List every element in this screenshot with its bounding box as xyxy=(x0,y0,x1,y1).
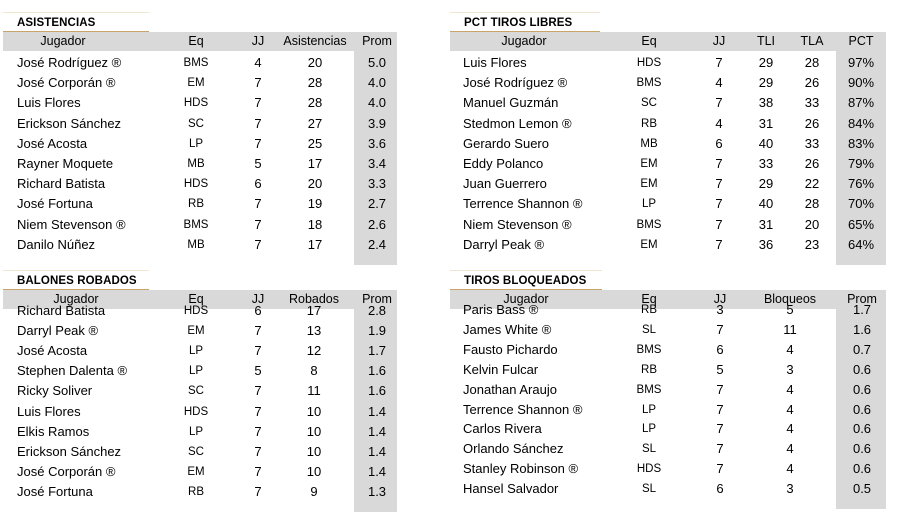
column-header: TLA xyxy=(800,34,824,48)
team-code: RB xyxy=(641,304,657,316)
stat-value: 4 xyxy=(786,441,794,457)
table-row xyxy=(450,439,886,459)
stat-value: 7 xyxy=(716,441,724,457)
stat-value: 7 xyxy=(715,176,723,192)
team-code: HDS xyxy=(636,463,662,476)
stat-value: 33 xyxy=(758,156,774,171)
stat-value: 31 xyxy=(758,115,774,131)
table-tiros-bloqueados xyxy=(450,270,886,511)
player-name: Paris Bass ® xyxy=(463,302,539,317)
player-name: Carlos Rivera xyxy=(463,421,542,437)
stat-value: 4 xyxy=(786,421,794,437)
stat-value: 13 xyxy=(306,323,322,339)
stat-value: 33 xyxy=(804,95,820,111)
table-row xyxy=(3,235,397,255)
player-name: José Acosta xyxy=(17,135,88,151)
player-name: Gerardo Suero xyxy=(463,135,549,151)
table-header xyxy=(3,32,397,51)
stat-value: 26 xyxy=(804,156,820,171)
stat-value: 7 xyxy=(716,381,724,397)
team-code: RB xyxy=(188,485,204,498)
column-header: Jugador xyxy=(503,292,549,306)
player-name: Luis Flores xyxy=(17,403,81,419)
player-name: Luis Flores xyxy=(463,55,527,70)
team-code: EM xyxy=(640,238,658,251)
stat-value: 20 xyxy=(307,55,323,70)
player-name: José Fortuna xyxy=(17,196,93,212)
team-code: HDS xyxy=(183,97,209,110)
stat-value: 26 xyxy=(804,115,820,131)
player-name: José Corporán ® xyxy=(17,463,116,479)
stat-value: 4 xyxy=(715,75,723,91)
stat-value: 7 xyxy=(254,75,262,91)
stat-value: 97% xyxy=(847,55,875,70)
table-row xyxy=(3,301,397,321)
table-title: PCT TIROS LIBRES xyxy=(450,12,600,32)
team-code: MB xyxy=(187,158,205,170)
table-row xyxy=(3,341,397,361)
stat-value: 5 xyxy=(786,302,794,317)
table-row xyxy=(450,235,886,255)
stat-value: 0.6 xyxy=(852,401,872,417)
player-name: Terrence Shannon ® xyxy=(463,196,583,212)
stat-value: 7 xyxy=(715,55,723,70)
stat-value: 4 xyxy=(715,115,723,131)
team-code: SC xyxy=(188,117,204,130)
team-code: LP xyxy=(641,198,657,211)
stat-value: 1.4 xyxy=(367,443,387,459)
column-header: Eq xyxy=(188,292,204,306)
stat-value: 4 xyxy=(786,341,794,357)
stat-value: 22 xyxy=(804,176,820,192)
stat-value: 6 xyxy=(715,135,723,151)
stat-value: 12 xyxy=(306,343,322,359)
stat-value: 1.6 xyxy=(852,321,872,337)
stat-value: 29 xyxy=(758,75,774,91)
stat-value: 17 xyxy=(306,303,322,318)
stat-value: 7 xyxy=(716,321,724,337)
team-code: BMS xyxy=(183,57,209,69)
table-row xyxy=(450,73,886,93)
column-header: Prom xyxy=(362,292,392,306)
stat-value: 1.7 xyxy=(367,343,387,359)
column-header: Prom xyxy=(847,292,877,306)
stat-value: 1.4 xyxy=(367,403,387,419)
team-code: SC xyxy=(188,445,204,458)
stat-value: 6 xyxy=(716,341,724,357)
table-row xyxy=(3,321,397,341)
table-row xyxy=(3,402,397,422)
table-row xyxy=(3,154,397,174)
team-code: HDS xyxy=(636,57,662,69)
stat-value: 19 xyxy=(307,196,323,212)
column-header: JJ xyxy=(251,292,265,306)
stat-value: 7 xyxy=(254,323,262,339)
player-name: Niem Stevenson ® xyxy=(463,216,572,232)
stat-value: 38 xyxy=(758,95,774,111)
stat-value: 7 xyxy=(254,443,262,459)
stat-value: 28 xyxy=(804,55,820,70)
stat-value: 3.9 xyxy=(367,115,387,131)
stat-value: 33 xyxy=(804,135,820,151)
stat-value: 90% xyxy=(847,75,875,91)
stat-value: 5 xyxy=(254,363,262,379)
table-row xyxy=(450,154,886,174)
stat-value: 20 xyxy=(804,216,820,232)
column-header: Eq xyxy=(641,292,657,306)
stat-value: 11 xyxy=(783,321,797,337)
team-code: BMS xyxy=(183,218,209,231)
table-row xyxy=(3,53,397,73)
column-header: TLI xyxy=(756,34,776,48)
stat-value: 23 xyxy=(804,236,820,252)
table-row xyxy=(450,93,886,113)
stat-value: 40 xyxy=(758,135,774,151)
column-header: Jugador xyxy=(501,34,547,48)
team-code: BMS xyxy=(636,77,662,90)
stat-value: 1.6 xyxy=(367,363,387,379)
column-header: Eq xyxy=(641,34,657,48)
player-name: Niem Stevenson ® xyxy=(17,216,126,232)
stat-value: 0.6 xyxy=(852,441,872,457)
player-name: Luis Flores xyxy=(17,95,81,111)
stat-value: 11 xyxy=(307,383,321,399)
player-name: Fausto Pichardo xyxy=(463,341,558,357)
stat-value: 0.6 xyxy=(852,461,872,477)
stat-value: 3 xyxy=(716,302,724,317)
player-name: Richard Batista xyxy=(17,303,106,318)
stat-value: 26 xyxy=(804,75,820,91)
stat-value: 7 xyxy=(254,343,262,359)
table-row xyxy=(450,174,886,194)
player-name: Darryl Peak ® xyxy=(17,323,99,339)
player-name: Terrence Shannon ® xyxy=(463,401,583,417)
table-asistencias xyxy=(3,12,397,267)
stat-value: 0.6 xyxy=(852,361,872,377)
table-row xyxy=(450,134,886,154)
stat-value: 7 xyxy=(254,135,262,151)
stat-value: 28 xyxy=(307,75,323,91)
table-row xyxy=(450,459,886,479)
player-name: Danilo Núñez xyxy=(17,236,96,252)
stat-value: 3 xyxy=(786,481,794,497)
stat-value: 20 xyxy=(307,176,323,192)
stat-value: 5 xyxy=(254,156,262,171)
team-code: LP xyxy=(641,423,657,436)
table-row xyxy=(450,53,886,73)
stat-value: 7 xyxy=(254,196,262,212)
table-row xyxy=(3,73,397,93)
team-code: LP xyxy=(188,365,204,378)
stat-value: 7 xyxy=(254,383,262,399)
stat-value: 7 xyxy=(715,236,723,252)
table-row xyxy=(3,422,397,442)
team-code: EM xyxy=(187,77,205,90)
team-code: LP xyxy=(188,345,204,358)
stat-value: 27 xyxy=(307,115,323,131)
stat-value: 18 xyxy=(307,216,323,232)
stat-value: 1.6 xyxy=(367,383,387,399)
team-code: EM xyxy=(640,158,658,170)
player-name: Orlando Sánchez xyxy=(463,441,564,457)
stat-value: 10 xyxy=(306,403,322,419)
table-row xyxy=(3,361,397,381)
stat-value: 6 xyxy=(254,176,262,192)
stat-value: 7 xyxy=(716,401,724,417)
player-name: Elkis Ramos xyxy=(17,423,90,439)
stat-value: 25 xyxy=(307,135,323,151)
table-row xyxy=(3,93,397,113)
column-header: PCT xyxy=(848,34,874,48)
stat-value: 7 xyxy=(715,216,723,232)
table-row xyxy=(3,462,397,482)
table-row xyxy=(450,215,886,235)
column-header: JJ xyxy=(713,292,727,306)
team-code: LP xyxy=(188,137,204,150)
team-code: LP xyxy=(641,403,657,416)
stat-value: 6 xyxy=(716,481,724,497)
stat-value: 7 xyxy=(254,423,262,439)
stat-value: 76% xyxy=(847,176,875,192)
table-row xyxy=(450,320,886,340)
stat-value: 7 xyxy=(254,115,262,131)
stat-value: 1.9 xyxy=(367,323,387,339)
stat-value: 9 xyxy=(310,483,318,499)
player-name: Eddy Polanco xyxy=(463,156,544,171)
team-code: HDS xyxy=(183,178,209,191)
stat-value: 7 xyxy=(716,421,724,437)
table-row xyxy=(3,114,397,134)
table-tiros-libres xyxy=(450,12,886,267)
stat-value: 7 xyxy=(254,216,262,232)
table-row xyxy=(450,400,886,420)
stat-value: 28 xyxy=(307,95,323,111)
player-name: Stephen Dalenta ® xyxy=(17,363,128,379)
stat-value: 7 xyxy=(254,403,262,419)
player-name: Rayner Moquete xyxy=(17,156,114,171)
stat-value: 5 xyxy=(716,361,724,377)
stat-value: 7 xyxy=(715,196,723,212)
column-header: Bloqueos xyxy=(763,292,817,306)
player-name: José Fortuna xyxy=(17,483,93,499)
stat-value: 3.3 xyxy=(367,176,387,192)
team-code: BMS xyxy=(636,218,662,231)
table-row xyxy=(450,380,886,400)
table-row xyxy=(450,194,886,214)
team-code: SC xyxy=(188,385,204,398)
stat-value: 1.4 xyxy=(367,463,387,479)
stat-value: 2.6 xyxy=(367,216,387,232)
team-code: BMS xyxy=(636,383,662,396)
stat-value: 7 xyxy=(715,95,723,111)
stat-value: 2.7 xyxy=(367,196,387,212)
stat-value: 83% xyxy=(847,135,875,151)
stat-value: 4.0 xyxy=(367,95,387,111)
table-row xyxy=(3,215,397,235)
table-row xyxy=(450,479,886,499)
stat-value: 3 xyxy=(786,361,794,377)
team-code: HDS xyxy=(183,305,209,317)
stat-value: 0.5 xyxy=(852,481,872,497)
column-header: JJ xyxy=(712,34,726,48)
table-title: BALONES ROBADOS xyxy=(3,270,149,290)
column-header: Eq xyxy=(188,34,204,48)
stat-value: 3.4 xyxy=(367,156,387,171)
stat-value: 0.6 xyxy=(852,421,872,437)
table-row xyxy=(450,360,886,380)
column-header: JJ xyxy=(251,34,265,48)
player-name: Darryl Peak ® xyxy=(463,236,545,252)
stat-value: 7 xyxy=(254,95,262,111)
table-row xyxy=(3,134,397,154)
table-row xyxy=(450,340,886,360)
team-code: BMS xyxy=(636,343,662,356)
column-header: Robados xyxy=(288,292,340,306)
table-row xyxy=(450,300,886,320)
player-name: José Corporán ® xyxy=(17,75,116,91)
stat-value: 17 xyxy=(307,156,323,171)
stat-value: 17 xyxy=(307,236,323,252)
table-title: TIROS BLOQUEADOS xyxy=(450,270,602,290)
stat-value: 4 xyxy=(786,461,794,477)
player-name: Kelvin Fulcar xyxy=(463,361,539,377)
stat-value: 79% xyxy=(847,156,875,171)
player-name: Juan Guerrero xyxy=(463,176,547,192)
stat-value: 4.0 xyxy=(367,75,387,91)
table-row xyxy=(3,174,397,194)
column-header: Jugador xyxy=(53,292,99,306)
table-row xyxy=(3,482,397,502)
stat-value: 29 xyxy=(758,176,774,192)
stat-value: 10 xyxy=(306,463,322,479)
team-code: EM xyxy=(187,325,205,338)
stat-value: 29 xyxy=(758,55,774,70)
player-name: José Acosta xyxy=(17,343,88,359)
table-row xyxy=(3,194,397,214)
player-name: Manuel Guzmán xyxy=(463,95,559,111)
table-row xyxy=(3,442,397,462)
team-code: MB xyxy=(640,137,658,150)
team-code: RB xyxy=(641,363,657,376)
stat-value: 0.6 xyxy=(852,381,872,397)
stat-value: 8 xyxy=(310,363,318,379)
stat-value: 31 xyxy=(758,216,774,232)
player-name: Ricky Soliver xyxy=(17,383,93,399)
player-name: José Rodríguez ® xyxy=(463,75,568,91)
stat-value: 7 xyxy=(254,463,262,479)
stat-value: 7 xyxy=(715,156,723,171)
stat-value: 28 xyxy=(804,196,820,212)
player-name: Hansel Salvador xyxy=(463,481,559,497)
stat-value: 2.4 xyxy=(367,236,387,252)
stat-value: 3.6 xyxy=(367,135,387,151)
stat-value: 65% xyxy=(847,216,875,232)
player-name: José Rodríguez ® xyxy=(17,55,122,70)
stat-value: 10 xyxy=(306,423,322,439)
team-code: HDS xyxy=(183,405,209,418)
stat-value: 87% xyxy=(847,95,875,111)
player-name: Erickson Sánchez xyxy=(17,443,122,459)
stat-value: 4 xyxy=(254,55,262,70)
column-header: Asistencias xyxy=(283,34,347,48)
player-name: Stedmon Lemon ® xyxy=(463,115,572,131)
player-name: Richard Batista xyxy=(17,176,106,192)
column-header: Prom xyxy=(362,34,392,48)
player-name: Stanley Robinson ® xyxy=(463,461,579,477)
stat-value: 2.8 xyxy=(367,303,387,318)
stat-value: 0.7 xyxy=(852,341,872,357)
table-title: ASISTENCIAS xyxy=(3,12,149,32)
team-code: SL xyxy=(641,443,657,456)
table-row xyxy=(3,381,397,401)
stat-value: 7 xyxy=(254,236,262,252)
stat-value: 1.4 xyxy=(367,423,387,439)
table-row xyxy=(450,114,886,134)
stat-value: 64% xyxy=(847,236,875,252)
stat-value: 6 xyxy=(254,303,262,318)
team-code: MB xyxy=(187,238,205,251)
team-code: SL xyxy=(641,323,657,336)
player-name: Erickson Sánchez xyxy=(17,115,122,131)
table-balones-robados xyxy=(3,270,397,514)
stat-value: 1.3 xyxy=(367,483,387,499)
team-code: RB xyxy=(641,117,657,130)
player-name: James White ® xyxy=(463,321,552,337)
team-code: RB xyxy=(188,198,204,211)
stat-value: 4 xyxy=(786,381,794,397)
stat-value: 5.0 xyxy=(367,55,387,70)
stat-value: 70% xyxy=(847,196,875,212)
stat-value: 36 xyxy=(758,236,774,252)
table-row xyxy=(450,419,886,439)
stat-value: 84% xyxy=(847,115,875,131)
team-code: EM xyxy=(640,178,658,191)
table-header xyxy=(450,32,886,51)
stat-value: 10 xyxy=(306,443,322,459)
stat-value: 7 xyxy=(716,461,724,477)
column-header: Jugador xyxy=(40,34,86,48)
player-name: Jonathan Araujo xyxy=(463,381,557,397)
team-code: SL xyxy=(641,483,657,496)
stat-value: 40 xyxy=(758,196,774,212)
team-code: SC xyxy=(641,97,657,110)
stat-value: 1.7 xyxy=(852,302,872,317)
stat-value: 4 xyxy=(786,401,794,417)
team-code: EM xyxy=(187,465,205,478)
team-code: LP xyxy=(188,425,204,438)
stat-value: 7 xyxy=(254,483,262,499)
